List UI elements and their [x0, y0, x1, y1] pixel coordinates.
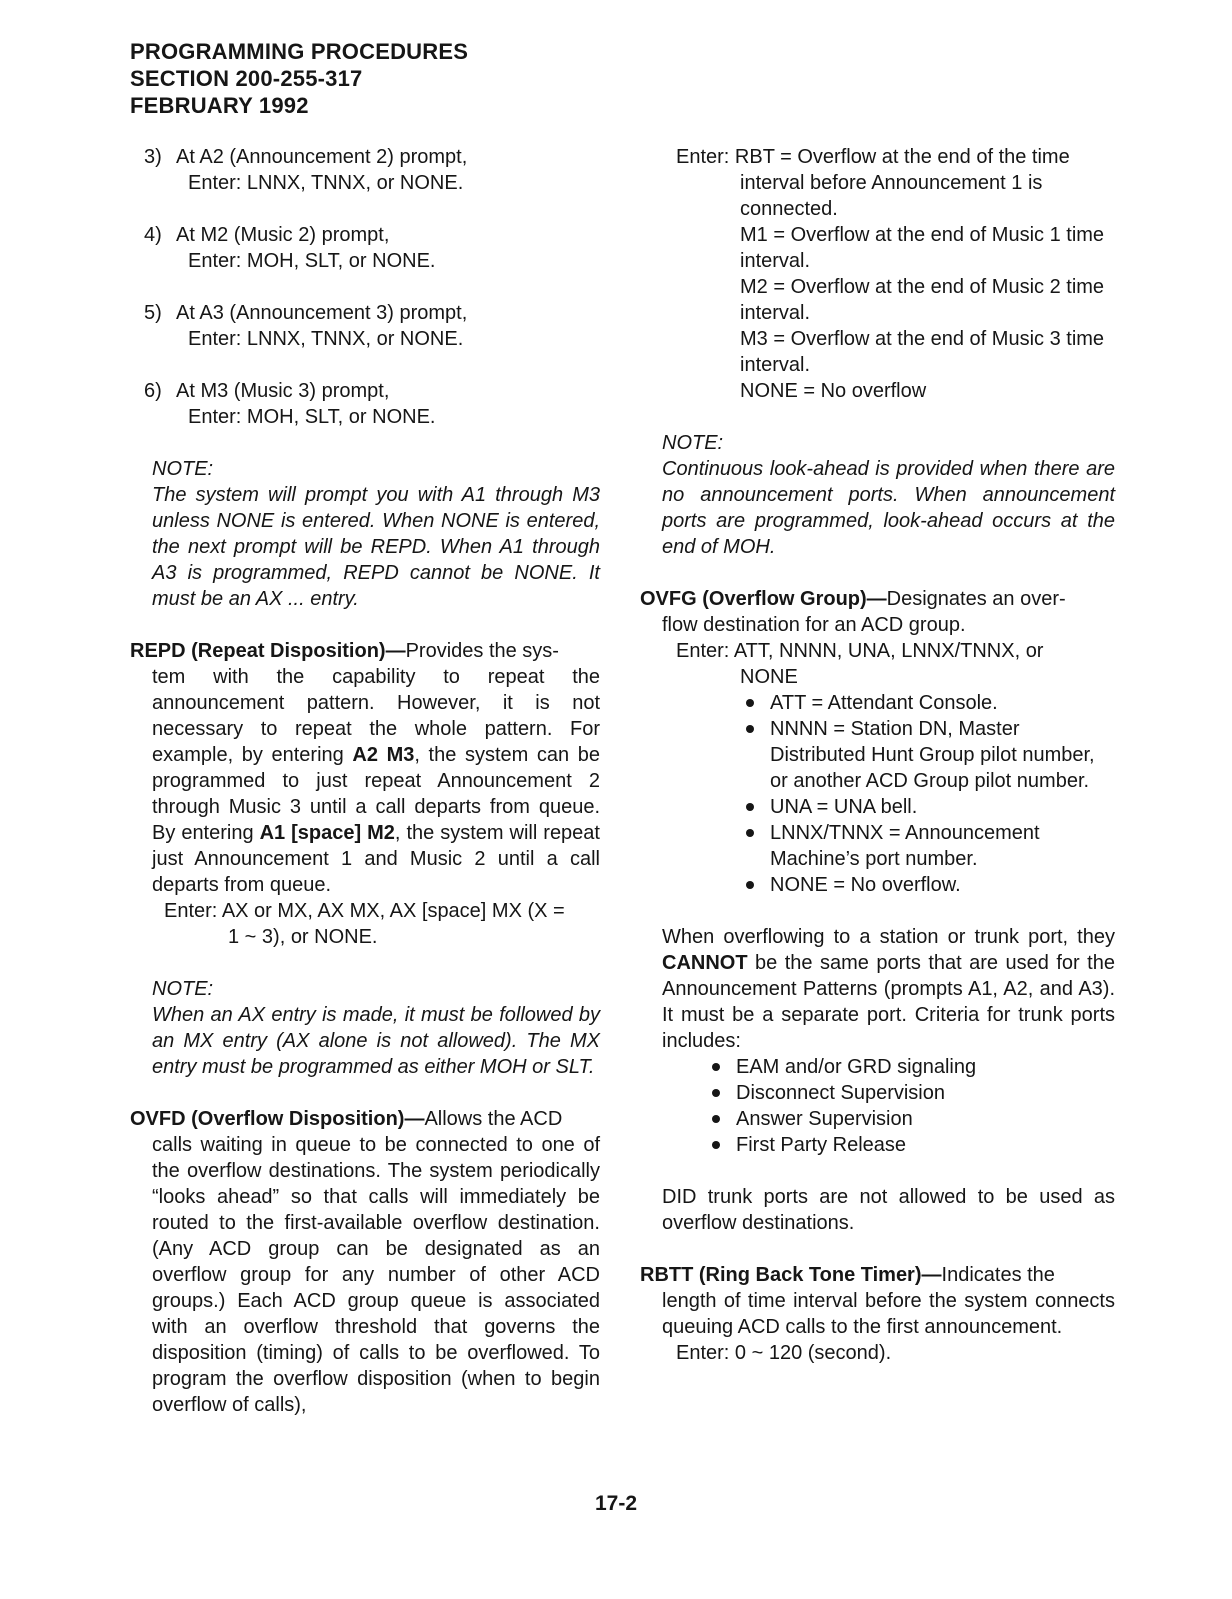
term-lead: Provides the sys-	[405, 640, 559, 662]
note-prompts	[130, 456, 600, 612]
repd-bold-2: A1 [space] M2	[259, 822, 395, 844]
overflow-options-list	[640, 690, 1115, 898]
item-prompt: At M3 (Music 3) prompt,	[176, 380, 390, 402]
repd-bold-1: A2 M3	[352, 744, 415, 766]
term-rbtt	[640, 1262, 1115, 1366]
trunk-port-paragraph	[640, 924, 1115, 1054]
note-ax-entry	[130, 976, 600, 1080]
term-description	[130, 664, 600, 898]
enter-line: NONE = No overflow	[740, 380, 927, 402]
term-repd	[130, 638, 600, 950]
enter-line: M2 = Overflow at the end of Music 2 time interval.	[740, 276, 1105, 324]
page-number: 17-2	[594, 1492, 638, 1515]
left-column	[130, 144, 600, 1418]
rbtt-enter: Enter: 0 ~ 120 (second).	[676, 1342, 892, 1364]
list-item: EAM and/or GRD signaling	[640, 1054, 1115, 1080]
item-enter: Enter: MOH, SLT, or NONE.	[188, 406, 436, 428]
item-enter: Enter: MOH, SLT, or NONE.	[188, 250, 436, 272]
item-number: 4)	[144, 224, 162, 246]
note-label: NOTE:	[152, 978, 214, 1000]
trunk-criteria-list	[640, 1054, 1115, 1158]
item-number: 6)	[144, 380, 162, 402]
item-number: 3)	[144, 146, 162, 168]
list-item: NNNN = Station DN, Master Distributed Hunt Group pilot number, or another ACD Group pilot number.	[640, 716, 1115, 794]
item-enter: Enter: LNNX, TNNX, or NONE.	[188, 172, 464, 194]
note-look-ahead	[640, 430, 1115, 560]
note-text: The system will prompt you with A1 through M3 unless NONE is entered. When NONE is entered, the next prompt will be REPD. When A1 through A3 is programmed, REPD cannot be NONE. It must be an AX ... entry.	[152, 484, 600, 610]
header-date: FEBRUARY 1992	[130, 93, 309, 118]
prompt-item-m2	[130, 222, 600, 274]
ovfg-enter: Enter: ATT, NNNN, UNA, LNNX/TNNX, or	[676, 640, 1044, 662]
item-enter: Enter: LNNX, TNNX, or NONE.	[188, 328, 464, 350]
list-item: Answer Supervision	[640, 1106, 1115, 1132]
document-header	[130, 38, 468, 119]
prompt-item-a3	[130, 300, 600, 352]
note-text: When an AX entry is made, it must be followed by an MX entry (AX alone is not allowed). The MX entry must be programmed as either MOH or SLT.	[152, 1004, 600, 1078]
list-item: LNNX/TNNX = Announcement Machine’s port number.	[640, 820, 1115, 872]
repd-text-1: tem with the capability to repeat the announcement pattern. However, it is not necessary to repeat the whole pattern. For example, by entering	[152, 666, 600, 766]
item-number: 5)	[144, 302, 162, 324]
enter-line: M3 = Overflow at the end of Music 3 time interval.	[740, 328, 1105, 376]
repd-enter: Enter: AX or MX, AX MX, AX [space] MX (X =	[164, 900, 565, 922]
list-item: NONE = No overflow.	[640, 872, 1115, 898]
right-column	[640, 144, 1115, 1366]
para-bold: CANNOT	[662, 952, 748, 974]
item-prompt: At M2 (Music 2) prompt,	[176, 224, 390, 246]
item-prompt: At A3 (Announcement 3) prompt,	[176, 302, 468, 324]
term-ovfg	[640, 586, 1115, 898]
repd-enter-cont: 1 ~ 3), or NONE.	[228, 926, 378, 948]
term-description: length of time interval before the system connects queuing ACD calls to the first announcement.	[662, 1290, 1115, 1338]
ovfd-enter-block	[640, 144, 1115, 404]
term-lead: Allows the ACD	[424, 1108, 563, 1130]
list-item: ATT = Attendant Console.	[640, 690, 1115, 716]
ovfg-enter-cont: NONE	[740, 666, 798, 688]
term-lead: Indicates the	[941, 1264, 1055, 1286]
term-description: calls waiting in queue to be connected to one of the overflow destinations. The system periodically “looks ahead” so that calls will immediately be routed to the first-available overflow destination. (Any ACD group can be designated as an overflow group for any number of other ACD groups.) Each ACD group queue is associated with an overflow threshold that governs the disposition (timing) of calls to be overflowed. To program the overflow disposition (when to begin overflow of calls),	[152, 1134, 600, 1416]
term-heading: OVFG (Overflow Group)—	[640, 588, 887, 610]
note-label: NOTE:	[152, 458, 214, 480]
para-text-2: be the same ports that are used for the Announcement Patterns (prompts A1, A2, and A3). It must be a separate port. Criteria for trunk ports includes:	[662, 952, 1115, 1052]
repd-text-3: , the system will repeat just Announcement 1 and Music 2 until a call departs from queue.	[152, 822, 600, 896]
prompt-item-m3	[130, 378, 600, 430]
term-heading: REPD (Repeat Disposition)—	[130, 640, 406, 662]
list-item: First Party Release	[640, 1132, 1115, 1158]
did-trunk-paragraph: DID trunk ports are not allowed to be used as overflow destinations.	[662, 1186, 1115, 1234]
term-ovfd	[130, 1106, 600, 1418]
item-prompt: At A2 (Announcement 2) prompt,	[176, 146, 468, 168]
list-item: UNA = UNA bell.	[640, 794, 1115, 820]
prompt-item-a2	[130, 144, 600, 196]
term-heading: OVFD (Overflow Disposition)—	[130, 1108, 425, 1130]
header-title: PROGRAMMING PROCEDURES	[130, 39, 469, 64]
list-item: Disconnect Supervision	[640, 1080, 1115, 1106]
term-description: flow destination for an ACD group.	[662, 614, 966, 636]
enter-line: interval before Announcement 1 is connected.	[740, 172, 1043, 220]
repd-text-2: , the system can be programmed to just repeat Announcement 2 through Music 3 until a call departs from queue. By entering	[152, 744, 600, 844]
note-label: NOTE:	[662, 432, 724, 454]
header-section: SECTION 200-255-317	[130, 66, 363, 91]
enter-line: Enter: RBT = Overflow at the end of the time	[676, 146, 1070, 168]
enter-line: M1 = Overflow at the end of Music 1 time interval.	[740, 224, 1105, 272]
term-heading: RBTT (Ring Back Tone Timer)—	[640, 1264, 942, 1286]
para-text-1: When overflowing to a station or trunk port, they	[662, 926, 1115, 948]
term-lead: Designates an over-	[886, 588, 1066, 610]
note-text: Continuous look-ahead is provided when there are no announcement ports. When announcement ports are programmed, look-ahead occurs at the end of MOH.	[662, 458, 1115, 558]
